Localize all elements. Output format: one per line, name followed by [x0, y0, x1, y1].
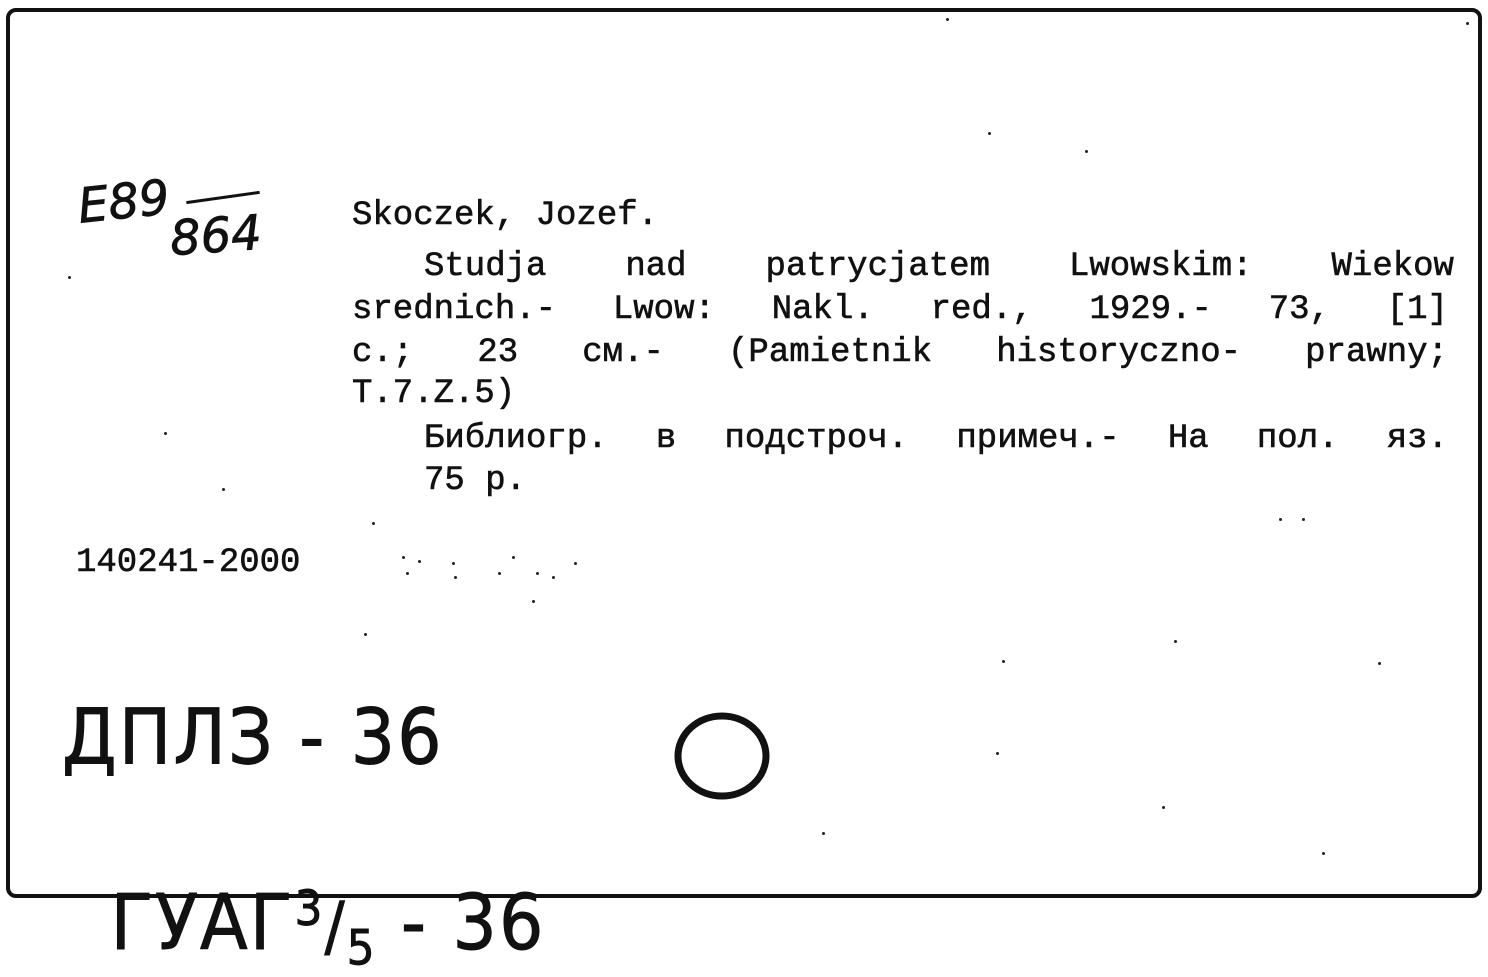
word: (Pamietnik: [728, 334, 933, 372]
word: с.;: [352, 334, 414, 372]
handwritten-code-1: ДПЛЗ - 36: [62, 691, 444, 783]
handwritten-fraction-numerator: 3: [294, 880, 325, 937]
circle-mark: [672, 708, 776, 804]
word: Lwowskim:: [1068, 248, 1253, 286]
word: пол.: [1256, 420, 1339, 458]
word: 73,: [1268, 291, 1330, 329]
word: Nakl.: [771, 291, 874, 329]
handwritten-fraction-denominator: 5: [346, 920, 377, 977]
shelfmark-bottom: 864: [168, 204, 264, 268]
word: примеч.-: [956, 420, 1120, 458]
entry-title-line-1: [424, 247, 1454, 288]
word: prawny;: [1305, 334, 1448, 372]
word: 23: [477, 334, 519, 372]
handwritten-code-2-prefix: ГУАГ: [110, 877, 295, 968]
word: 1929.-: [1089, 291, 1212, 329]
word: Wiekow: [1331, 248, 1454, 286]
handwritten-code-2: [62, 787, 546, 976]
word: srednich.-: [352, 291, 557, 329]
entry-title-line-3: [352, 333, 1448, 374]
word: Studja: [424, 248, 547, 286]
word: Lwow:: [612, 291, 715, 329]
entry-note-line: [424, 419, 1448, 460]
word: яз.: [1386, 420, 1448, 458]
word: patrycjatem: [765, 248, 990, 286]
entry-title-line-2: [352, 290, 1448, 331]
word: red.,: [930, 291, 1033, 329]
handwritten-code-2-suffix: - 36: [376, 877, 546, 968]
word: Библиогр.: [424, 420, 608, 458]
word: nad: [625, 248, 687, 286]
word: в: [655, 420, 677, 458]
handwritten-fraction-slash: /: [324, 888, 347, 966]
word: На: [1167, 420, 1209, 458]
entry-price: 75 р.: [424, 462, 527, 500]
word: см.-: [582, 334, 664, 372]
word: historyczno-: [996, 334, 1242, 372]
shelfmark-top: E89: [75, 169, 173, 235]
word: [1]: [1386, 291, 1448, 329]
entry-author: Skoczek, Jozef.: [352, 197, 659, 235]
word: подстроч.: [724, 420, 909, 458]
record-number: 140241-2000: [76, 544, 301, 582]
entry-series-end: T.7.Z.5): [352, 375, 516, 413]
